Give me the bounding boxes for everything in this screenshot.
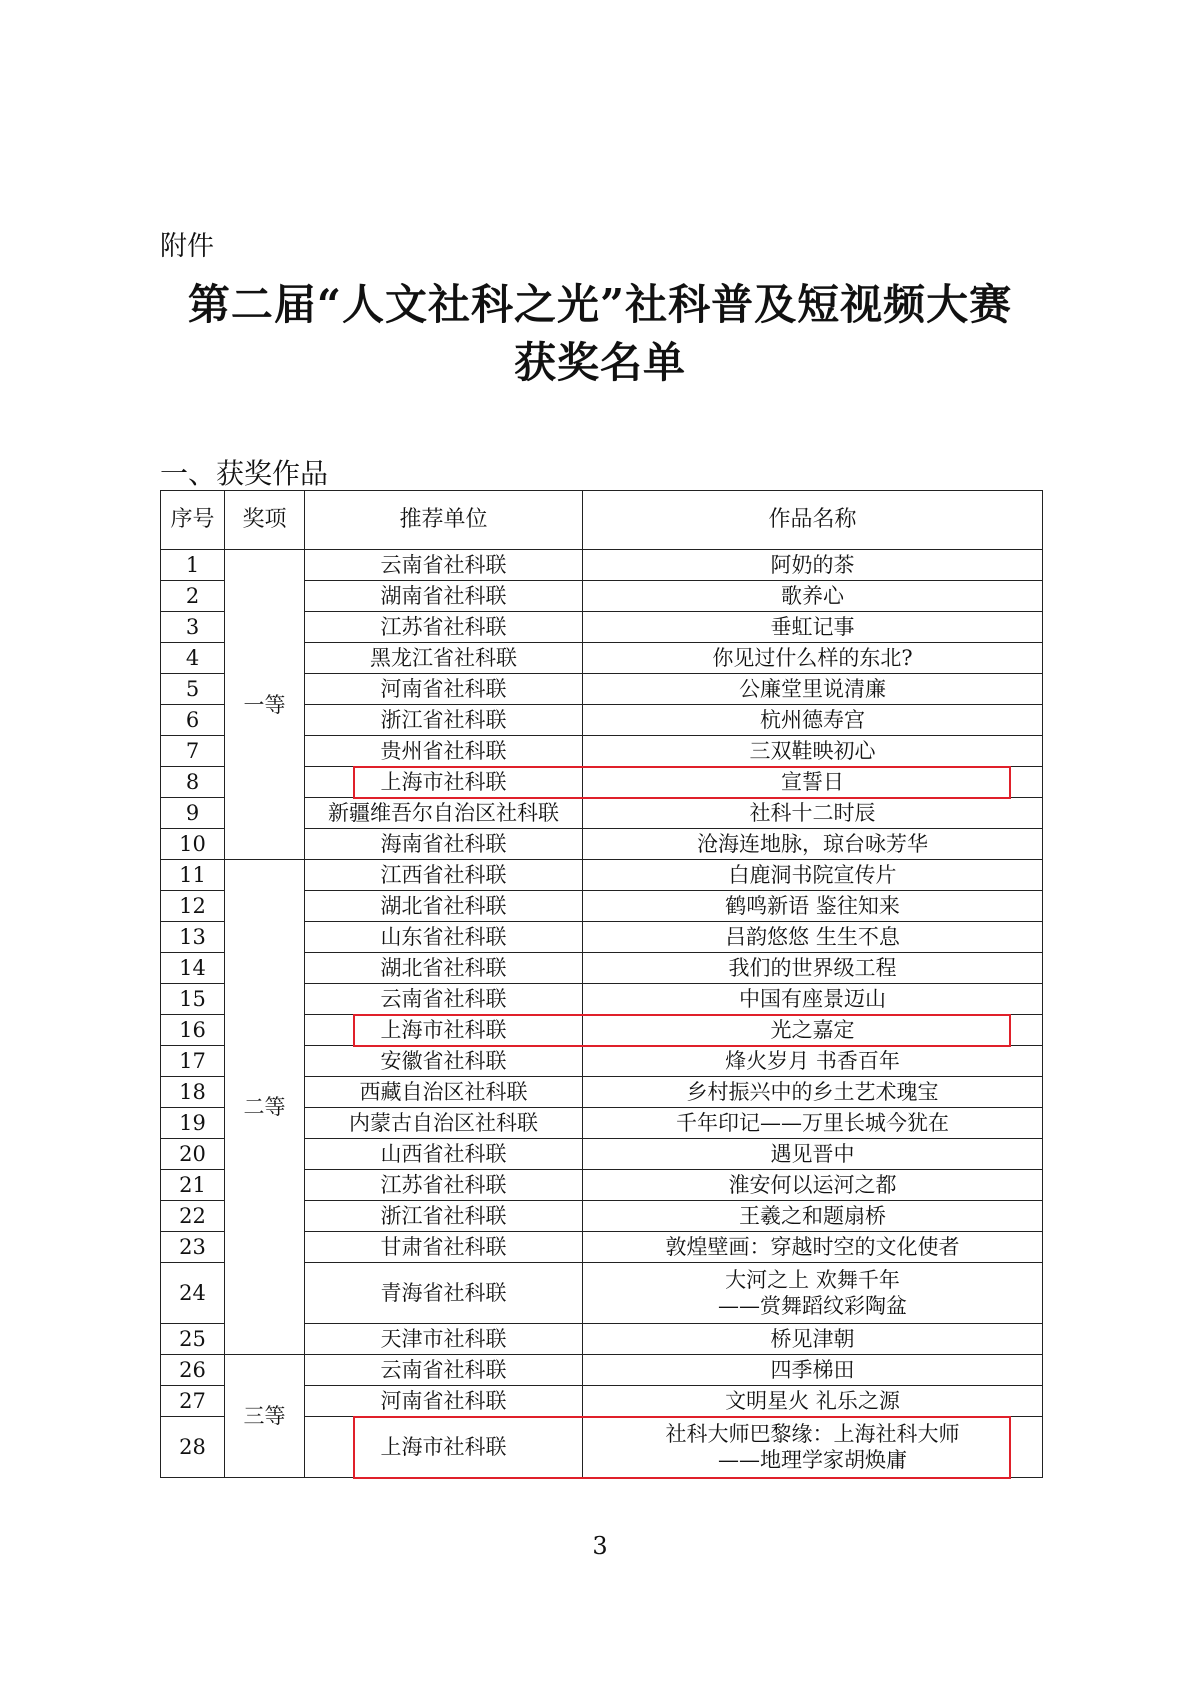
work-cell: [583, 767, 1043, 798]
section-heading: 一、获奖作品: [160, 457, 329, 490]
work-cell: [583, 1386, 1043, 1417]
unit-cell: 湖北省社科联: [305, 891, 583, 922]
work-cell: [583, 1232, 1043, 1263]
work-title-line: 我们的世界级工程: [728, 956, 897, 980]
serial-cell: 20: [161, 1139, 225, 1170]
unit-cell: 上海市社科联: [305, 1015, 583, 1046]
unit-cell: 新疆维吾尔自治区社科联: [305, 798, 583, 829]
header-work: 作品名称: [583, 491, 1043, 550]
work-cell: [583, 736, 1043, 767]
serial-cell: 24: [161, 1263, 225, 1324]
work-title-line: 千年印记——万里长城今犹在: [676, 1111, 949, 1135]
attachment-label: 附件: [160, 231, 214, 262]
unit-cell: 西藏自治区社科联: [305, 1077, 583, 1108]
work-title-line: 沧海连地脉，琼台咏芳华: [697, 832, 928, 856]
unit-cell: 黑龙江省社科联: [305, 643, 583, 674]
unit-cell: 湖北省社科联: [305, 953, 583, 984]
header-award: 奖项: [225, 491, 305, 550]
unit-cell: 云南省社科联: [305, 550, 583, 581]
unit-cell: 山东省社科联: [305, 922, 583, 953]
work-title-line: 大河之上 欢舞千年: [725, 1268, 900, 1292]
serial-cell: 23: [161, 1232, 225, 1263]
work-cell: [583, 829, 1043, 860]
unit-cell: 山西省社科联: [305, 1139, 583, 1170]
unit-cell: 浙江省社科联: [305, 705, 583, 736]
work-cell: [583, 1170, 1043, 1201]
unit-cell: 甘肃省社科联: [305, 1232, 583, 1263]
work-cell: [583, 860, 1043, 891]
award-level-cell: 二等: [225, 860, 305, 1355]
serial-cell: 9: [161, 798, 225, 829]
serial-cell: 5: [161, 674, 225, 705]
unit-cell: 河南省社科联: [305, 1386, 583, 1417]
table-row: [161, 550, 1043, 581]
header-serial: 序号: [161, 491, 225, 550]
work-title-line: 你见过什么样的东北?: [712, 646, 913, 670]
work-cell: [583, 1263, 1043, 1324]
document-title-line2: 获奖名单: [513, 338, 686, 387]
work-cell: [583, 1015, 1043, 1046]
unit-cell: 安徽省社科联: [305, 1046, 583, 1077]
work-title-line: 中国有座景迈山: [739, 987, 886, 1011]
unit-cell: 云南省社科联: [305, 1355, 583, 1386]
unit-cell: 上海市社科联: [305, 1417, 583, 1478]
serial-cell: 21: [161, 1170, 225, 1201]
work-title-line: 杭州德寿宫: [760, 708, 865, 732]
work-cell: [583, 705, 1043, 736]
table-row: [161, 1355, 1043, 1386]
work-cell: [583, 674, 1043, 705]
unit-cell: 上海市社科联: [305, 767, 583, 798]
unit-cell: 青海省社科联: [305, 1263, 583, 1324]
work-title-line: ——赏舞蹈纹彩陶盆: [718, 1294, 907, 1318]
work-title-line: 三双鞋映初心: [749, 739, 876, 763]
serial-cell: 25: [161, 1324, 225, 1355]
work-cell: [583, 1108, 1043, 1139]
serial-cell: 22: [161, 1201, 225, 1232]
serial-cell: 11: [161, 860, 225, 891]
work-title-line: 社科十二时辰: [749, 801, 876, 825]
work-cell: [583, 1355, 1043, 1386]
work-cell: [583, 1077, 1043, 1108]
unit-cell: 天津市社科联: [305, 1324, 583, 1355]
work-title-line: 社科大师巴黎缘：上海社科大师: [665, 1422, 960, 1446]
work-title-line: ——地理学家胡焕庸: [718, 1448, 907, 1472]
serial-cell: 4: [161, 643, 225, 674]
work-cell: [583, 798, 1043, 829]
work-title-line: 敦煌壁画：穿越时空的文化使者: [665, 1235, 960, 1259]
unit-cell: 江苏省社科联: [305, 1170, 583, 1201]
work-cell: [583, 1201, 1043, 1232]
serial-cell: 2: [161, 581, 225, 612]
work-cell: [583, 1139, 1043, 1170]
unit-cell: 贵州省社科联: [305, 736, 583, 767]
serial-cell: 12: [161, 891, 225, 922]
awards-table: [160, 490, 1043, 1478]
serial-cell: 1: [161, 550, 225, 581]
table-header-row: [161, 491, 1043, 550]
work-title-line: 四季梯田: [770, 1358, 855, 1382]
unit-cell: 海南省社科联: [305, 829, 583, 860]
unit-cell: 江西省社科联: [305, 860, 583, 891]
serial-cell: 3: [161, 612, 225, 643]
document-title-line1: 第二届“人文社科之光”社科普及短视频大赛: [187, 280, 1013, 329]
work-title-line: 乡村振兴中的乡土艺术瑰宝: [686, 1080, 939, 1104]
unit-cell: 湖南省社科联: [305, 581, 583, 612]
work-title-line: 阿奶的茶: [770, 553, 855, 577]
serial-cell: 28: [161, 1417, 225, 1478]
serial-cell: 7: [161, 736, 225, 767]
serial-cell: 16: [161, 1015, 225, 1046]
work-title-line: 遇见晋中: [770, 1142, 855, 1166]
work-title-line: 烽火岁月 书香百年: [725, 1049, 900, 1073]
serial-cell: 27: [161, 1386, 225, 1417]
work-title-line: 吕韵悠悠 生生不息: [725, 925, 900, 949]
work-cell: [583, 1324, 1043, 1355]
work-cell: [583, 953, 1043, 984]
work-title-line: 歌养心: [781, 584, 844, 608]
serial-cell: 8: [161, 767, 225, 798]
work-cell: [583, 922, 1043, 953]
work-cell: [583, 984, 1043, 1015]
serial-cell: 17: [161, 1046, 225, 1077]
serial-cell: 26: [161, 1355, 225, 1386]
serial-cell: 18: [161, 1077, 225, 1108]
work-cell: [583, 1046, 1043, 1077]
work-cell: [583, 891, 1043, 922]
work-cell: [583, 612, 1043, 643]
work-title-line: 桥见津朝: [770, 1327, 855, 1351]
serial-cell: 13: [161, 922, 225, 953]
award-level-cell: 三等: [225, 1355, 305, 1478]
work-title-line: 垂虹记事: [770, 615, 855, 639]
work-title-line: 公廉堂里说清廉: [739, 677, 886, 701]
work-cell: [583, 643, 1043, 674]
work-title-line: 白鹿洞书院宣传片: [728, 863, 897, 887]
work-title-line: 文明星火 礼乐之源: [725, 1389, 900, 1413]
unit-cell: 浙江省社科联: [305, 1201, 583, 1232]
unit-cell: 云南省社科联: [305, 984, 583, 1015]
unit-cell: 内蒙古自治区社科联: [305, 1108, 583, 1139]
serial-cell: 14: [161, 953, 225, 984]
serial-cell: 6: [161, 705, 225, 736]
serial-cell: 19: [161, 1108, 225, 1139]
work-title-line: 王羲之和题扇桥: [739, 1204, 886, 1228]
work-title-line: 宣誓日: [781, 770, 844, 794]
serial-cell: 15: [161, 984, 225, 1015]
table-row: [161, 860, 1043, 891]
work-title-line: 淮安何以运河之都: [728, 1173, 897, 1197]
work-cell: [583, 550, 1043, 581]
unit-cell: 河南省社科联: [305, 674, 583, 705]
page-number: 3: [592, 1532, 608, 1560]
work-title-line: 鹤鸣新语 鉴往知来: [725, 894, 900, 918]
work-cell: [583, 1417, 1043, 1478]
unit-cell: 江苏省社科联: [305, 612, 583, 643]
header-unit: 推荐单位: [305, 491, 583, 550]
work-cell: [583, 581, 1043, 612]
award-level-cell: 一等: [225, 550, 305, 860]
serial-cell: 10: [161, 829, 225, 860]
work-title-line: 光之嘉定: [770, 1018, 855, 1042]
